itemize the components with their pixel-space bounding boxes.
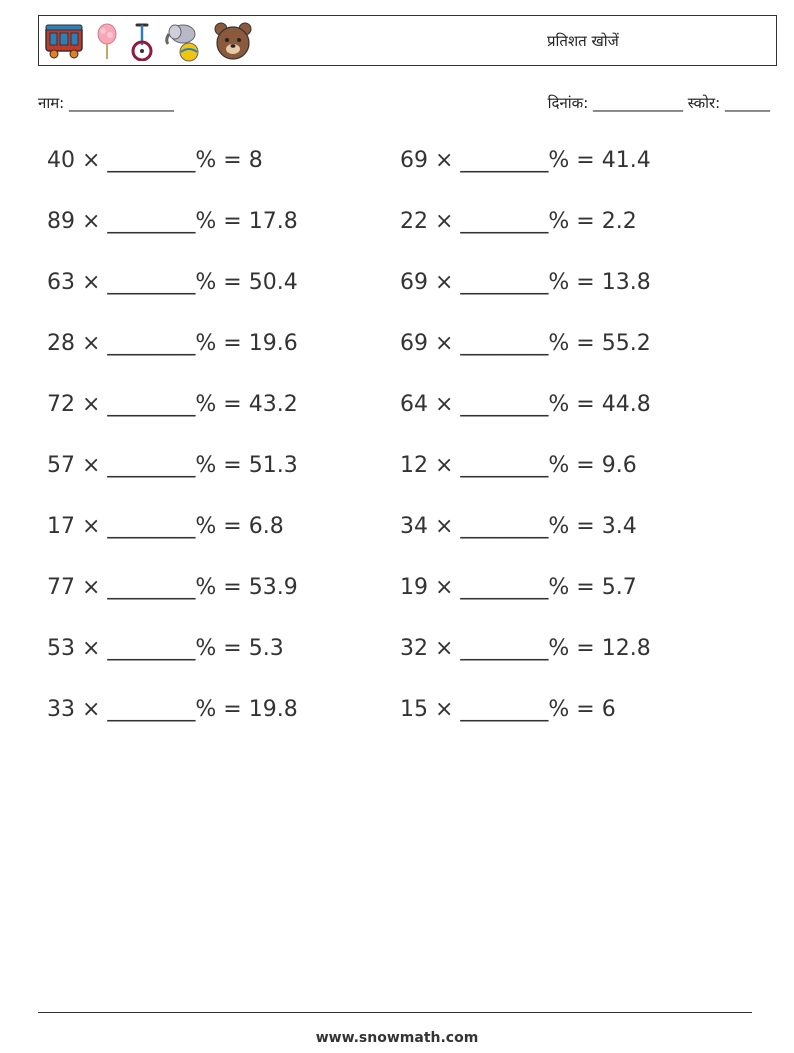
header-box bbox=[38, 15, 777, 66]
problem-left-4: 28 × ________% = 19.6 bbox=[47, 331, 298, 356]
worksheet-title: प्रतिशत खोजें bbox=[547, 32, 619, 50]
name-field-label: नाम: ______________ bbox=[38, 94, 175, 112]
header-icons bbox=[43, 20, 253, 62]
bear-face-icon bbox=[213, 21, 253, 61]
problem-right-5: 64 × ________% = 44.8 bbox=[400, 392, 651, 417]
problem-left-9: 53 × ________% = 5.3 bbox=[47, 636, 284, 661]
problem-left-10: 33 × ________% = 19.8 bbox=[47, 697, 298, 722]
problem-left-5: 72 × ________% = 43.2 bbox=[47, 392, 298, 417]
footer-site: www.snowmath.com bbox=[315, 1030, 479, 1046]
elephant-on-ball-icon bbox=[165, 20, 203, 62]
problem-left-6: 57 × ________% = 51.3 bbox=[47, 453, 298, 478]
problem-right-1: 69 × ________% = 41.4 bbox=[400, 148, 651, 173]
problem-right-7: 34 × ________% = 3.4 bbox=[400, 514, 637, 539]
date-score-label: दिनांक: ____________ स्कोर: ______ bbox=[547, 94, 770, 112]
unicycle-icon bbox=[129, 21, 155, 61]
problem-right-3: 69 × ________% = 13.8 bbox=[400, 270, 651, 295]
problem-right-6: 12 × ________% = 9.6 bbox=[400, 453, 637, 478]
problem-right-9: 32 × ________% = 12.8 bbox=[400, 636, 651, 661]
problem-right-2: 22 × ________% = 2.2 bbox=[400, 209, 637, 234]
cotton-candy-icon bbox=[95, 21, 119, 61]
train-car-icon bbox=[43, 21, 85, 61]
problem-right-10: 15 × ________% = 6 bbox=[400, 697, 616, 722]
problem-left-3: 63 × ________% = 50.4 bbox=[47, 270, 298, 295]
problem-right-8: 19 × ________% = 5.7 bbox=[400, 575, 637, 600]
problem-right-4: 69 × ________% = 55.2 bbox=[400, 331, 651, 356]
problem-left-2: 89 × ________% = 17.8 bbox=[47, 209, 298, 234]
problem-left-8: 77 × ________% = 53.9 bbox=[47, 575, 298, 600]
problem-left-7: 17 × ________% = 6.8 bbox=[47, 514, 284, 539]
problem-left-1: 40 × ________% = 8 bbox=[47, 148, 263, 173]
footer-divider bbox=[38, 1012, 752, 1013]
